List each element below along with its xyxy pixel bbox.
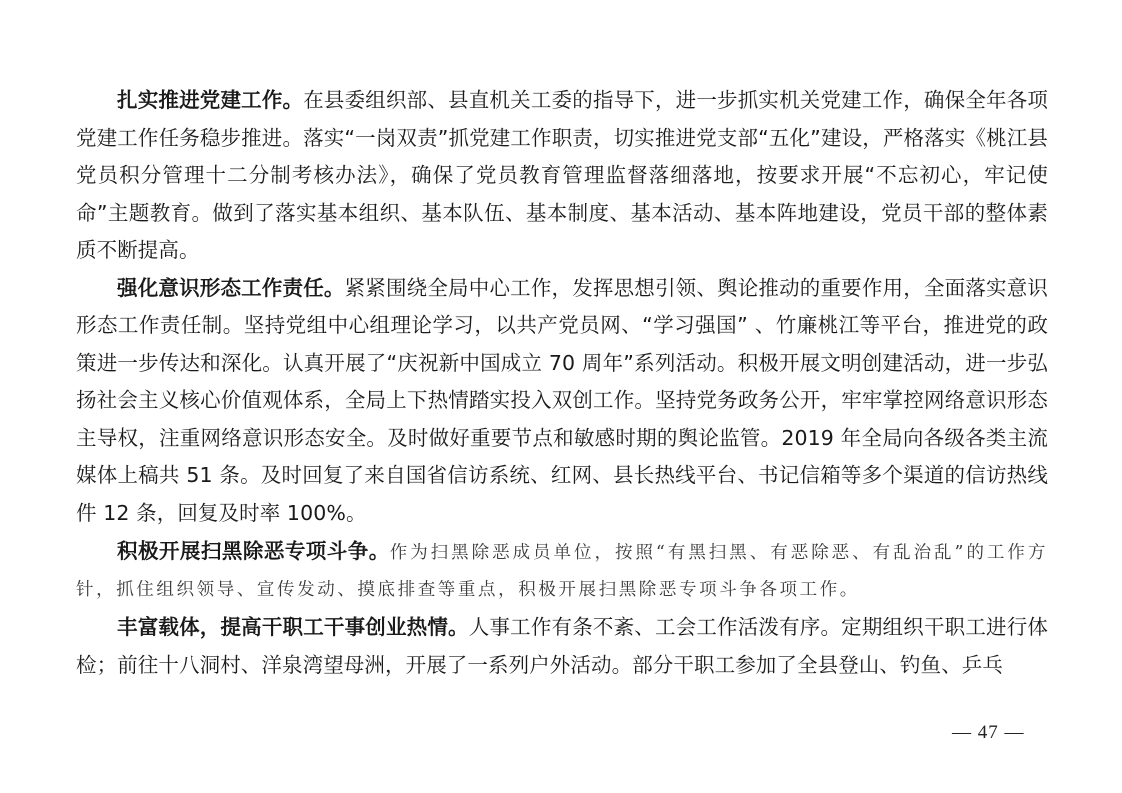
document-page	[76, 82, 1048, 684]
page-number: — 47 —	[952, 722, 1025, 743]
paragraph-ideology	[76, 270, 1048, 533]
paragraph-body: 作为扫黑除恶成员单位，按照“有黑扫黑、有恶除恶、有乱治乱”的工作方针，抓住组织领导、宣传发动、摸底排查等重点，积极开展扫黑除恶专项斗争各项工作。	[76, 543, 1048, 600]
paragraph-body: 紧紧围绕全局中心工作，发挥思想引领、舆论推动的重要作用，全面落实意识形态工作责任制。坚持党组中心组理论学习，以共产党员网、“学习强国” 、竹廉桃江等平台，推进党的政策进一步传达和深化。认真开展了“庆祝新中国成立 70 周年”系列活动。积极开展文明创建活动，进一步弘扬社会主义核心价值观体系，全局上下热情踏实投入双创工作。坚持党务政务公开，牢牢掌控网络意识形态主导权，注重网络意识形态安全。及时做好重要节点和敏感时期的舆论监管。2019 年全局向各级各类主流媒体上稿共 51 条。及时回复了来自国省信访系统、红网、县长热线平台、书记信箱等多个渠道的信访热线件 12 条，回复及时率 100%。	[76, 275, 1048, 525]
paragraph-party-building	[76, 82, 1048, 270]
paragraph-anti-crime	[76, 533, 1048, 609]
paragraph-heading: 强化意识形态工作责任。	[117, 275, 345, 300]
paragraph-heading: 扎实推进党建工作。	[117, 88, 304, 112]
paragraph-staff-activities	[76, 609, 1048, 684]
paragraph-body: 人事工作有条不紊、工会工作活泼有序。定期组织干职工进行体检；前往十八洞村、洋泉湾望母洲，开展了一系列户外活动。部分干职工参加了全县登山、钓鱼、乒乓	[76, 615, 1048, 677]
paragraph-heading: 丰富载体，提高干职工干事创业热情。	[117, 615, 469, 639]
paragraph-body: 在县委组织部、县直机关工委的指导下，进一步抓实机关党建工作，确保全年各项党建工作任务稳步推进。落实“一岗双责”抓党建工作职责，切实推进党支部“五化”建设，严格落实《桃江县党员积分管理十二分制考核办法》，确保了党员教育管理监督落细落地，按要求开展“不忘初心，牢记使命”主题教育。做到了落实基本组织、基本队伍、基本制度、基本活动、基本阵地建设，党员干部的整体素质不断提高。	[76, 88, 1048, 262]
paragraph-heading: 积极开展扫黑除恶专项斗争。	[117, 539, 390, 563]
